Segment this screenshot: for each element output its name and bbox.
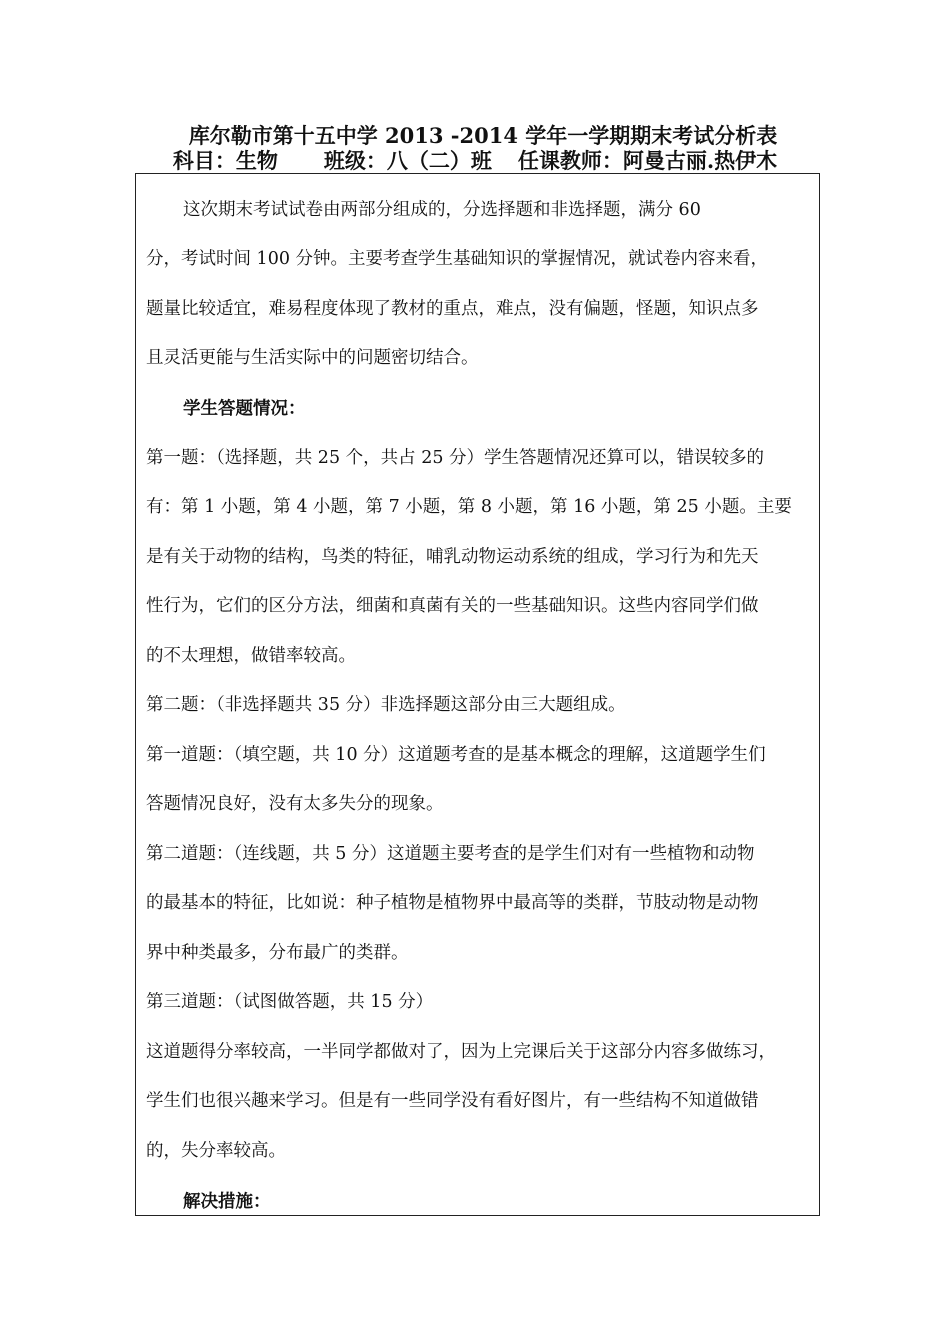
paragraph-line: 第一题：（选择题，共 25 个，共占 25 分）学生答题情况还算可以，错误较多的 [146,448,765,468]
section-heading: 学生答题情况： [183,399,306,419]
paragraph-line: 是有关于动物的结构，鸟类的特征，哺乳动物运动系统的组成，学习行为和先天 [146,547,759,567]
teacher-label: 任课教师：阿曼古丽.热伊木 [517,148,778,173]
paragraph-line: 的，失分率较高。 [146,1141,286,1161]
section-heading: 解决措施： [183,1192,271,1212]
paragraph-line: 界中种类最多，分布最广的类群。 [146,943,409,963]
paragraph-line: 有：第 1 小题，第 4 小题，第 7 小题，第 8 小题，第 16 小题，第 25 小题。主要 [146,497,792,517]
paragraph-line: 这次期末考试试卷由两部分组成的，分选择题和非选择题，满分 60 [183,200,701,220]
paragraph-line: 性行为，它们的区分方法，细菌和真菌有关的一些基础知识。这些内容同学们做 [146,596,759,616]
paragraph-line: 这道题得分率较高，一半同学都做对了，因为上完课后关于这部分内容多做练习， [146,1042,776,1062]
paragraph-line: 的最基本的特征，比如说：种子植物是植物界中最高等的类群，节肢动物是动物 [146,893,759,913]
paragraph-line: 且灵活更能与生活实际中的问题密切结合。 [146,348,479,368]
paragraph-line: 的不太理想，做错率较高。 [146,646,356,666]
paragraph-line: 第三道题：（试图做答题，共 15 分） [146,992,434,1012]
paragraph-line: 答题情况良好，没有太多失分的现象。 [146,794,444,814]
document-title: 库尔勒市第十五中学 2013 -2014 学年一学期期末考试分析表 [188,123,778,148]
document-subtitle [0,148,950,174]
class-label: 班级：八（二）班 [323,148,492,173]
paragraph-line: 第二题：（非选择题共 35 分）非选择题这部分由三大题组成。 [146,695,626,715]
paragraph-line: 题量比较适宜，难易程度体现了教材的重点，难点，没有偏题，怪题，知识点多 [146,299,759,319]
paragraph-line: 分，考试时间 100 分钟。主要考查学生基础知识的掌握情况，就试卷内容来看， [146,249,769,269]
paragraph-line: 第二道题：（连线题，共 5 分）这道题主要考查的是学生们对有一些植物和动物 [146,844,755,864]
subject-label: 科目：生物 [172,148,278,173]
paragraph-line: 学生们也很兴趣来学习。但是有一些同学没有看好图片，有一些结构不知道做错 [146,1091,759,1111]
paragraph-line: 第一道题：（填空题，共 10 分）这道题考查的是基本概念的理解，这道题学生们 [146,745,766,765]
